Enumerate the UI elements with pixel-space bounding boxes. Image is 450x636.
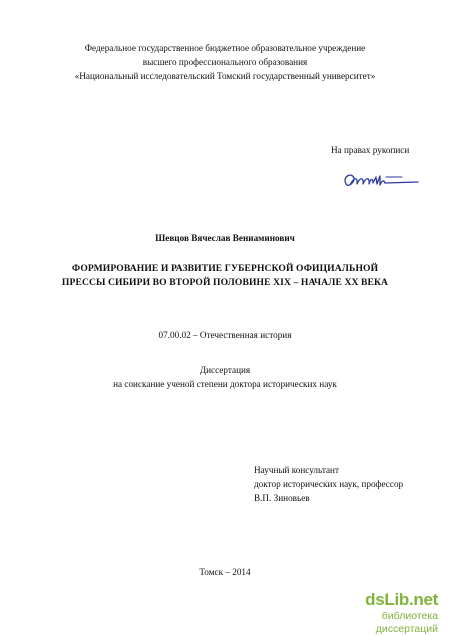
consultant-rank: доктор исторических наук, профессор	[254, 479, 404, 489]
consultant-role: Научный консультант	[254, 465, 339, 475]
thesis-type: Диссертация	[199, 365, 251, 375]
rights-note: На правах рукописи	[331, 145, 410, 155]
institution-line-1: Федеральное государственное бюджетное образовательное учреждение	[84, 43, 366, 53]
thesis-degree: на соискание ученой степени доктора исторических наук	[113, 379, 337, 389]
institution-line-3: «Национальный исследовательский Томский государственный университет»	[74, 71, 376, 81]
watermark-brand: dsLib.net	[365, 590, 438, 609]
city-year: Томск – 2014	[199, 567, 251, 577]
thesis-title-line-1: ФОРМИРОВАНИЕ И РАЗВИТИЕ ГУБЕРНСКОЙ ОФИЦИАЛЬНОЙ	[71, 263, 379, 274]
watermark-caption: библиотека диссертаций	[375, 610, 438, 635]
consultant-name: В.П. Зиновьев	[254, 493, 310, 503]
thesis-title-line-2: ПРЕССЫ СИБИРИ ВО ВТОРОЙ ПОЛОВИНЕ XIX – НАЧАЛЕ XX ВЕКА	[61, 277, 389, 288]
signature-image	[340, 168, 420, 194]
author-name: Шевцов Вячеслав Вениаминович	[155, 233, 295, 243]
watermark-logo	[326, 590, 438, 635]
specialty-code: 07.00.02 – Отечественная история	[158, 330, 292, 340]
institution-line-2: высшего профессионального образования	[142, 57, 308, 67]
